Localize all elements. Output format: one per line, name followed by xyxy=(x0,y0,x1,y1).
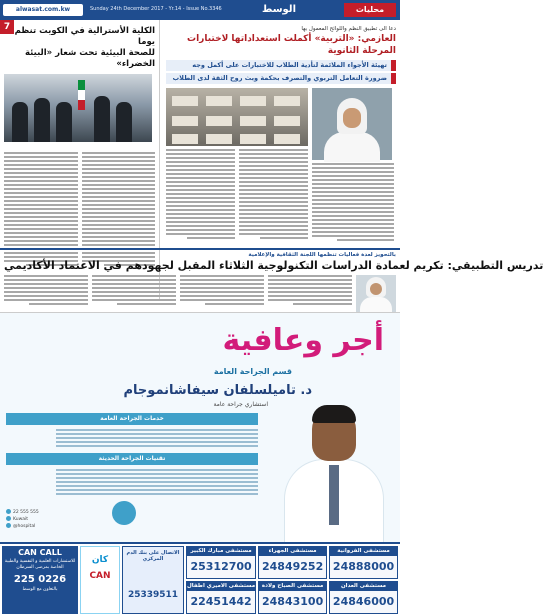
hospital-cell[interactable]: مستشفى الصباح ولادة 24843100 xyxy=(258,581,327,614)
text-column xyxy=(312,163,394,241)
date-line: Sunday 24th December 2017 - Yr.14 - Issue No.3346 xyxy=(90,6,222,12)
text-column xyxy=(239,149,308,241)
ad-text xyxy=(6,469,258,497)
ad-doctor-name: د. تاميلسلفان سيفاشانموجام xyxy=(123,383,312,398)
main-body-left xyxy=(166,88,308,243)
can-logo-latin: CAN xyxy=(89,571,111,581)
ad-contact-row[interactable]: 22 555 555 xyxy=(6,509,96,516)
can-call-description: للاستشارات العلمية و النفسية والطبية الخاصة بمرضى السرطان xyxy=(4,559,76,570)
exam-hall-photo xyxy=(166,88,308,146)
blood-bank-ad[interactable] xyxy=(122,546,184,614)
site-url[interactable]: alwasat.com.kw xyxy=(3,4,83,16)
main-article-subheadline-2: ضرورة التعامل التربوي والتصرف بحكمة وبث روح الثقة لدى الطلاب xyxy=(166,73,396,84)
can-logo xyxy=(80,546,120,614)
ad-contact-row[interactable]: @hospital xyxy=(6,523,96,530)
doctor-photo xyxy=(276,405,392,543)
can-call-title: CAN CALL xyxy=(18,548,62,557)
ad-section-box: تقنيات الجراحة الحديثة xyxy=(6,453,258,465)
ad-title: أجر وعافية xyxy=(222,323,384,358)
hospital-cell[interactable]: مستشفى العدان 24846000 xyxy=(329,581,398,614)
text-column xyxy=(268,275,352,315)
main-body-right xyxy=(312,88,394,243)
ad-contact-row[interactable]: Kuwait xyxy=(6,516,96,523)
photo-caption xyxy=(4,143,155,149)
left-article-title-line2: للصحة البيئية تحت شعار «البيئة الخضراء» xyxy=(24,48,155,69)
hospital-phone-grid xyxy=(186,546,398,614)
person-figure xyxy=(56,102,72,142)
newspaper-logo: الوسط xyxy=(262,4,296,15)
ad-doctor-title: استشاري جراحة عامة xyxy=(213,401,268,408)
can-call-footer: بالتعاون مع الوسط xyxy=(22,587,58,592)
can-logo-arabic: كان xyxy=(91,555,109,565)
text-column xyxy=(166,149,235,241)
can-call-phone[interactable]: 225 0226 xyxy=(13,574,67,585)
ad-contacts xyxy=(6,509,96,530)
hospital-cell[interactable]: مستشفى الفروانية 24888000 xyxy=(329,546,398,579)
person-figure xyxy=(94,96,110,142)
flag-icon xyxy=(78,80,85,110)
hospital-cell[interactable]: مستشفى الاميري اطفال 22451442 xyxy=(186,581,256,614)
person-figure xyxy=(34,98,50,142)
hospital-advertisement[interactable] xyxy=(0,312,400,542)
hospital-logo-icon xyxy=(112,501,136,525)
main-article-body xyxy=(166,88,396,243)
ad-section-box: خدمات الجراحة العامة xyxy=(6,413,258,425)
second-article-kicker: بالتحويز لعدة فعاليات تنظمها اللجنة الثقافية والإعلامية xyxy=(248,252,396,258)
text-column xyxy=(4,275,88,315)
masthead xyxy=(0,0,400,20)
social-icon xyxy=(6,523,11,528)
section-label: محليات xyxy=(344,3,396,17)
left-article-title: الكلية الأسترالية في الكويت تنظم يوما xyxy=(14,26,155,47)
person-figure xyxy=(116,102,132,142)
main-article-subheadline-1: تهيئة الأجواء الملائمة لتأدية الطلاب للاختبارات على أكمل وجه xyxy=(166,60,396,71)
main-body-text xyxy=(166,149,308,241)
hospital-cell[interactable]: مستشفى مبارك الكبير 25312700 xyxy=(186,546,256,579)
can-call-ad[interactable] xyxy=(2,546,78,614)
left-article-photo xyxy=(4,74,152,142)
main-article-kicker: دعا الى تطبيق النظم واللوائح المعمول بها xyxy=(301,26,396,32)
text-column xyxy=(180,275,264,315)
bottom-ads xyxy=(0,542,400,614)
ad-department: قسم الجراحة العامة xyxy=(213,367,292,376)
blood-bank-phone[interactable]: 25339511 xyxy=(127,590,179,600)
text-column xyxy=(92,275,176,315)
ad-text xyxy=(6,429,258,449)
author-portrait xyxy=(356,275,396,315)
second-article xyxy=(0,248,543,312)
official-portrait xyxy=(312,88,392,160)
phone-icon xyxy=(6,509,11,514)
blood-bank-title: الاتصال على بنك الدم المركزي xyxy=(126,550,180,562)
hospital-cell[interactable]: مستشفى الجهراء 24849252 xyxy=(258,546,327,579)
second-article-headline: تدريس التطبيقي: تكريم لعمادة الدراسات التكنولوجية الثلاثاء المقبل لجهودهم في الاعتماد الأكاديمي xyxy=(4,259,543,272)
page-number: 7 xyxy=(0,20,14,34)
second-article-body xyxy=(4,275,396,315)
main-article-headline: العازمي: «التربية» أكملت استعداداتها لاختبارات المرحلة الثانوية xyxy=(187,34,396,56)
person-figure xyxy=(12,102,28,142)
location-icon xyxy=(6,516,11,521)
